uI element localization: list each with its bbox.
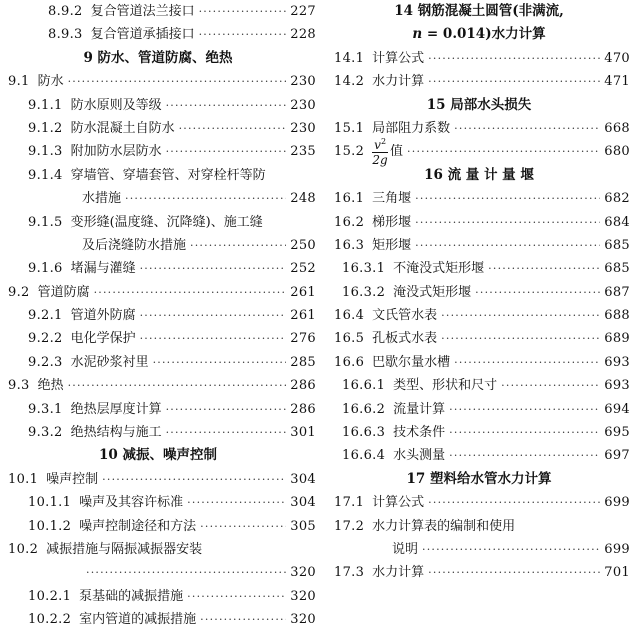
chapter-heading-continued [328,23,630,46]
toc-entry-continued[interactable] [0,561,316,584]
dot-leader [415,211,600,234]
formula-numerator [372,138,388,153]
toc-entry[interactable] [328,304,630,327]
heading-text: = 0.014)水力计算 [422,26,546,43]
dot-leader [125,187,286,210]
dot-leader [140,257,287,280]
page-number: 687 [604,284,630,300]
toc-entry[interactable] [328,515,630,538]
page-number: 471 [604,74,630,90]
dot-leader [190,234,286,257]
entry-title: 巴歇尔量水槽 [372,354,451,370]
section-number: 16.6.1 [342,378,386,394]
dot-leader [140,304,287,327]
toc-entry[interactable] [0,538,316,561]
toc-entry[interactable] [328,351,630,374]
entry-title: 防水混凝土自防水 [70,120,175,136]
section-number: 17.1 [334,495,365,511]
dot-leader [454,117,600,140]
section-number: 16.4 [334,308,365,324]
toc-entry[interactable] [0,327,316,350]
entry-title: 管道外防腐 [70,308,136,324]
section-number: 9.3.2 [28,425,63,441]
toc-entry[interactable] [328,117,630,140]
entry-title: 文氏管水表 [372,308,438,324]
section-number: 9.3 [8,378,30,394]
entry-title: 值 [390,144,404,160]
entry-title: 孔板式水表 [372,331,438,347]
dot-leader [200,608,286,631]
page-number: 285 [290,354,316,370]
chapter-heading: 14 钢筋混凝土圆管(非满流, [394,3,564,19]
entry-title: 绝热 [37,378,64,394]
page-number: 304 [290,471,316,487]
section-number: 9.2.2 [28,331,63,347]
section-number: 9.2.3 [28,354,63,370]
page-number: 470 [604,50,630,66]
section-number: 14.2 [334,74,365,90]
entry-title: 复合管道法兰接口 [90,4,195,19]
toc-entry-continued[interactable] [328,538,630,561]
toc-entry[interactable] [0,585,316,608]
dot-leader [488,257,600,280]
section-number: 16.1 [334,191,365,207]
toc-entry[interactable] [328,421,630,444]
dot-leader [200,515,286,538]
page-number: 697 [604,448,630,464]
page-number: 230 [290,74,316,90]
chapter-heading: 10 减振、噪声控制 [99,447,217,464]
dot-leader [94,281,287,304]
entry-title: 淹没式矩形堰 [393,284,472,300]
toc-entry[interactable] [0,304,316,327]
page-number: 682 [604,191,630,207]
dot-leader [454,351,600,374]
toc-entry[interactable] [328,211,630,234]
toc-entry[interactable] [0,117,316,140]
section-number: 8.9.2 [48,4,83,19]
section-number: 15.1 [334,120,365,136]
page-number: 693 [604,354,630,370]
entry-title: 噪声控制途径和方法 [79,518,197,534]
dot-leader [501,374,600,397]
toc-entry[interactable] [0,70,316,93]
section-number: 16.6.2 [342,401,386,417]
page-number: 685 [604,237,630,253]
section-number: 10.1.1 [28,495,72,511]
toc-entry[interactable] [328,257,630,280]
toc-entry[interactable] [328,398,630,421]
page-number: 286 [290,401,316,417]
toc-entry[interactable] [0,211,316,234]
page-number: 261 [290,284,316,300]
velocity-head-formula [372,138,388,166]
section-number: 14.1 [334,50,365,66]
entry-title: 水力计算表的编制和使用 [372,518,516,534]
entry-title: 室内管道的减振措施 [79,612,197,628]
dot-leader [475,281,600,304]
dot-leader [199,0,287,23]
page-number: 695 [604,425,630,441]
dot-leader [415,187,600,210]
page-number: 694 [604,401,630,417]
entry-title: 流量计算 [393,401,446,417]
section-number: 9.1.6 [28,261,63,277]
toc-entry-continued[interactable] [0,234,316,257]
dot-leader [428,561,600,584]
section-number: 9.1 [8,74,30,90]
entry-title: 及后浇缝防水措施 [82,237,187,253]
toc-entry[interactable] [0,164,316,187]
entry-title: 技术条件 [393,425,446,441]
dot-leader [140,327,287,350]
dot-leader [422,538,600,561]
toc-entry[interactable] [328,561,630,584]
dot-leader [428,47,600,70]
section-number: 9.1.5 [28,214,63,230]
toc-right-column [328,0,630,585]
toc-entry[interactable] [0,257,316,280]
dot-leader [449,398,600,421]
page-number: 689 [604,331,630,347]
entry-title: 复合管道承插接口 [90,27,195,43]
entry-title: 水泥砂浆衬里 [70,354,149,370]
section-number: 10.1.2 [28,518,72,534]
toc-entry[interactable] [0,608,316,631]
dot-leader [407,140,600,163]
entry-title: 梯形堰 [372,214,412,230]
toc-entry[interactable] [328,491,630,514]
toc-entry[interactable] [0,0,316,23]
section-number: 17.3 [334,565,365,581]
page-number: 276 [290,331,316,347]
dot-leader [166,140,287,163]
section-number: 9.1.3 [28,144,63,160]
dot-leader [199,23,287,46]
page-number: 701 [604,565,630,581]
dot-leader [187,491,286,514]
section-number: 16.5 [334,331,365,347]
dot-leader [86,561,286,584]
entry-title: 水头测量 [393,448,446,464]
dot-leader [428,70,600,93]
page-number: 685 [604,261,630,277]
section-number: 16.3.1 [342,261,386,277]
toc-entry[interactable] [0,491,316,514]
entry-title: 穿墙管、穿墙套管、对穿栓杆等防 [70,167,266,183]
toc-entry[interactable] [328,327,630,350]
entry-title: 说明 [392,541,419,557]
page-number: 228 [290,27,316,43]
page-number: 304 [290,495,316,511]
toc-entry[interactable] [0,281,316,304]
page-number: 230 [290,97,316,113]
toc-entry[interactable] [0,468,316,491]
page-number: 286 [290,378,316,394]
entry-title: 绝热层厚度计算 [70,401,162,417]
toc-entry[interactable] [328,234,630,257]
dot-leader [415,234,600,257]
page-number: 684 [604,214,630,230]
entry-title: 类型、形状和尺寸 [393,378,498,394]
page-number: 320 [290,588,316,604]
entry-title: 矩形堰 [372,237,412,253]
entry-title: 局部阻力系数 [372,120,451,136]
page-number: 305 [290,518,316,534]
entry-title: 计算公式 [372,495,425,511]
entry-title: 堵漏与灌缝 [70,261,136,277]
toc-entry[interactable] [0,374,316,397]
formula-numerator-var: v [374,138,381,153]
entry-title: 防水原则及等级 [70,97,162,113]
dot-leader [449,421,600,444]
toc-entry[interactable] [0,421,316,444]
entry-title: 水力计算 [372,74,425,90]
section-number: 10.2.2 [28,612,72,628]
page-number: 680 [604,144,630,160]
dot-leader [428,491,600,514]
dot-leader [68,374,287,397]
section-number: 10.1 [8,471,39,487]
section-number: 10.2.1 [28,588,72,604]
entry-title: 电化学保护 [70,331,136,347]
entry-title: 噪声控制 [46,471,99,487]
entry-title: 水力计算 [372,565,425,581]
toc-entry[interactable] [328,187,630,210]
entry-title: 噪声及其容许标准 [79,495,184,511]
section-number: 17.2 [334,518,365,534]
section-number: 16.6.4 [342,448,386,464]
toc-entry[interactable] [0,515,316,538]
dot-leader [153,351,287,374]
entry-title: 计算公式 [372,50,425,66]
dot-leader [166,94,287,117]
entry-title: 防水 [37,74,64,90]
page-number: 320 [290,612,316,628]
entry-title: 减振措施与隔振减振器安装 [46,541,203,557]
dot-leader [166,421,287,444]
section-number: 10.2 [8,541,39,557]
section-number: 16.6.3 [342,425,386,441]
section-number: 9.2.1 [28,308,63,324]
page-number: 250 [290,237,316,253]
toc-entry[interactable] [328,444,630,467]
dot-leader [449,444,600,467]
page-number: 320 [290,565,316,581]
page-number: 230 [290,120,316,136]
dot-leader [179,117,287,140]
toc-entry[interactable] [0,140,316,163]
section-number: 9.1.1 [28,97,63,113]
section-number: 16.2 [334,214,365,230]
toc-entry-continued[interactable] [0,187,316,210]
dot-leader [102,468,286,491]
formula-exponent: 2 [380,137,387,147]
toc-entry[interactable] [0,398,316,421]
dot-leader [441,304,600,327]
page-number: 235 [290,144,316,160]
toc-entry[interactable] [328,374,630,397]
toc-entry[interactable] [328,70,630,93]
toc-entry[interactable] [0,94,316,117]
entry-title: 变形缝(温度缝、沉降缝)、施工缝 [70,214,263,230]
page-number: 227 [290,4,316,19]
entry-title: 三角堰 [372,191,412,207]
chapter-heading: 9 防水、管道防腐、绝热 [83,49,233,66]
page-number: 668 [604,120,630,136]
toc-entry[interactable] [328,281,630,304]
section-number: 9.1.2 [28,120,63,136]
toc-entry[interactable] [328,137,630,168]
section-number: 15.2 [334,144,365,160]
section-number: 16.6 [334,354,365,370]
page-number: 248 [290,191,316,207]
entry-title: 附加防水层防水 [70,144,162,160]
entry-title: 不淹没式矩形堰 [393,261,485,277]
section-number: 9.2 [8,284,30,300]
toc-entry[interactable] [328,47,630,70]
heading-variable: n [412,26,423,43]
section-number: 16.3 [334,237,365,253]
page-number: 688 [604,308,630,324]
entry-title: 绝热结构与施工 [70,425,162,441]
section-number: 9.1.4 [28,167,63,183]
dot-leader [441,327,600,350]
entry-title: 水措施 [82,191,122,207]
section-number: 9.3.1 [28,401,63,417]
dot-leader [166,398,287,421]
toc-entry[interactable] [0,351,316,374]
page-number: 261 [290,308,316,324]
page-number: 252 [290,261,316,277]
section-number: 8.9.3 [48,27,83,43]
dot-leader [187,585,286,608]
chapter-heading: 17 塑料给水管水力计算 [406,470,552,487]
section-number: 16.3.2 [342,284,386,300]
page-number: 699 [604,541,630,557]
formula-denominator: 2g [372,153,388,168]
dot-leader [68,70,287,93]
chapter-heading: 15 局部水头损失 [426,96,532,113]
page-number: 699 [604,495,630,511]
toc-entry[interactable] [0,23,316,46]
entry-title: 管道防腐 [37,284,90,300]
entry-title: 泵基础的减振措施 [79,588,184,604]
chapter-heading: 16 流 量 计 量 堰 [424,166,534,183]
page-number: 301 [290,425,316,441]
page-number: 693 [604,378,630,394]
